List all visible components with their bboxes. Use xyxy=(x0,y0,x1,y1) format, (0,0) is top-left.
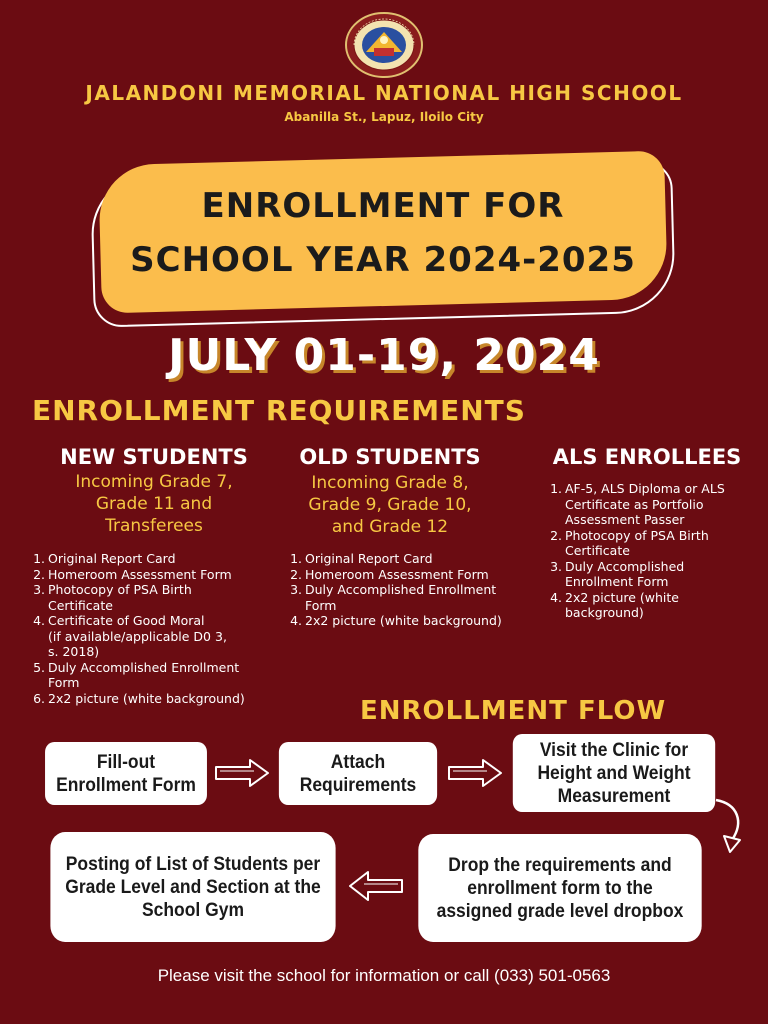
left-arrow-icon xyxy=(348,870,404,902)
banner-title-line2: SCHOOL YEAR 2024-2025 xyxy=(130,240,636,280)
new-students-requirements-list xyxy=(30,551,285,706)
school-name: JALANDONI MEMORIAL NATIONAL HIGH SCHOOL xyxy=(85,81,683,105)
column-title: OLD STUDENTS xyxy=(299,445,481,469)
flow-step-2: Attach Requirements xyxy=(272,742,444,805)
list-item: 1. Original Report Card xyxy=(33,551,176,566)
column-subtitle: Incoming Grade 7, Grade 11 and Transferees xyxy=(75,472,233,536)
als-requirements-list xyxy=(547,481,757,621)
flow-step-5: Posting of List of Students per Grade Level and Section at the School Gym xyxy=(38,832,348,942)
list-item: 2. Homeroom Assessment Form xyxy=(290,566,489,582)
flow-step-1: Fill-out Enrollment Form xyxy=(38,742,214,805)
school-address: Abanilla St., Lapuz, Iloilo City xyxy=(284,110,484,124)
list-item: 1. Original Report Card xyxy=(290,551,433,566)
list-item: 3. Photocopy of PSA Birth Certificate xyxy=(33,582,192,613)
requirements-heading: ENROLLMENT REQUIREMENTS xyxy=(32,394,526,427)
list-item: 5. Duly Accomplished Enrollment Form xyxy=(33,659,240,690)
school-seal-logo xyxy=(344,12,424,78)
list-item: 4. 2x2 picture (white background) xyxy=(290,613,502,628)
list-item: 3. Duly Accomplished Enrollment Form xyxy=(550,558,685,589)
old-students-column xyxy=(272,445,508,538)
list-item: 4. 2x2 picture (white background) xyxy=(550,589,679,620)
list-item: 2. Homeroom Assessment Form xyxy=(33,566,232,582)
column-title: NEW STUDENTS xyxy=(60,445,248,469)
right-arrow-icon xyxy=(214,758,270,788)
banner-title-line1: ENROLLMENT FOR xyxy=(201,186,565,226)
list-item: 6. 2x2 picture (white background) xyxy=(33,690,245,706)
new-students-column xyxy=(18,445,290,537)
right-arrow-icon xyxy=(447,758,503,788)
list-item: 1. AF-5, ALS Diploma or ALS Certificate as Portfolio Assessment Passer xyxy=(550,481,725,527)
enrollment-flow-heading: ENROLLMENT FLOW xyxy=(360,696,667,726)
als-enrollees-column xyxy=(532,445,762,469)
curved-down-arrow-icon xyxy=(704,796,746,858)
enrollment-date: JULY 01-19, 2024 xyxy=(168,330,600,381)
list-item: 4. Certificate of Good Moral (if available/applicable D0 3, s. 2018) xyxy=(33,613,227,659)
list-item: 2. Photocopy of PSA Birth Certificate xyxy=(550,527,709,558)
list-item: 3. Duly Accomplished Enrollment Form xyxy=(290,582,497,613)
column-title: ALS ENROLLEES xyxy=(552,445,742,469)
footer-contact: Please visit the school for information or call (033) 501-0563 xyxy=(157,966,611,985)
column-subtitle: Incoming Grade 8, Grade 9, Grade 10, and Grade 12 xyxy=(308,473,472,537)
old-students-requirements-list xyxy=(287,551,532,629)
flow-step-4: Drop the requirements and enrollment form to the assigned grade level dropbox xyxy=(406,834,714,942)
title-banner xyxy=(98,151,668,314)
flow-step-3: Visit the Clinic for Height and Weight Measurement xyxy=(504,734,724,812)
